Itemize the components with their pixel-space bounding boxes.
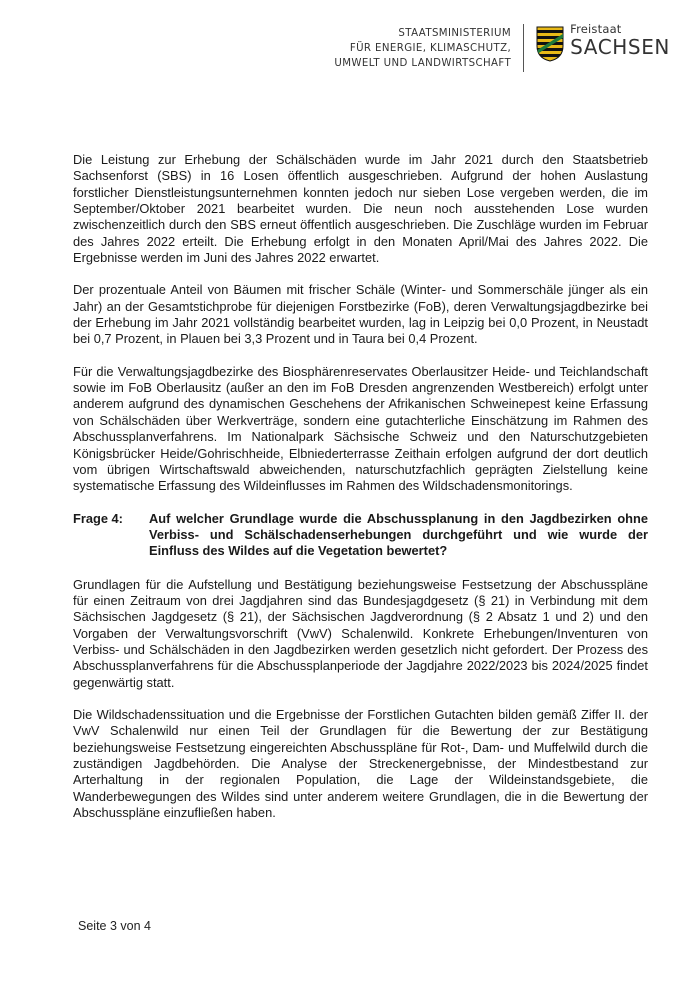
state-logo [536, 24, 670, 62]
state-label-big: SACHSEN [570, 34, 670, 59]
saxony-coat-of-arms-icon [536, 26, 564, 62]
ministry-line-1: STAATSMINISTERIUM [398, 28, 512, 39]
paragraph-bark-percentages: Der prozentuale Anteil von Bäumen mit frischer Schäle (Winter- und Sommerschäle jünger als ein Jahr) an der Gesamtstichprobe für diejenigen Forstbezirke (FoB), deren Verwaltungsjagdbezirke bei der Erhebung im Jahr 2021 vollständig bearbeitet wurden, lag in Leipzig bei 0,0 Prozent, in Neustadt bei 0,7 Prozent, in Plauen bei 3,3 Prozent und in Taura bei 0,4 Prozent. [73, 282, 648, 347]
ministry-name [334, 24, 511, 71]
ministry-line-2: FÜR ENERGIE, KLIMASCHUTZ, [349, 43, 512, 54]
header-divider [523, 24, 524, 72]
page-number: Seite 3 von 4 [78, 919, 151, 933]
question-4 [73, 511, 648, 560]
answer-paragraph-assessment: Die Wildschadenssituation und die Ergebnisse der Forstlichen Gutachten bilden gemäß Ziffer II. der VwV Schalenwild nur einen Teil der Grundlagen für die Bewertung der zur Bestätigung beziehungsweise Festsetzung eingereichten Abschusspläne für Rot-, Dam- und Muffelwild durch die zuständigen Jagdbehörden. Die Analyse der Streckenergebnisse, der Mindestbestand zur Arterhaltung in der regionalen Population, die Lage der Wildeinstandsgebiete, die Wanderbewegungen des Wildes sind unter anderem weitere Grundlagen, die in die Bewertung der Abschusspläne einzufließen haben. [73, 706, 648, 821]
document-body [73, 152, 648, 837]
question-label: Frage 4: [73, 510, 123, 526]
paragraph-biosphere-reserve: Für die Verwaltungsjagdbezirke des Biosphärenreservates Oberlausitzer Heide- und Teichlandschaft sowie im FoB Oberlausitz (außer an den im FoB Dresden angrenzenden Westbereich) erfolgt unter anderem aufgrund des dynamischen Geschehens der Afrikanischen Schweinepest keine Erfassung von Schälschäden über Werkverträge, sondern eine gutachterliche Einschätzung im Rahmen des Abschussplanverfahrens. Im Nationalpark Sächsische Schweiz und den Naturschutzgebieten Königsbrücker Heide/Gohrischheide, Elbniederterrasse Zeithain erfolgen aufgrund der dort deutlich vom übrigen Wirtschaftswald abweichenden, naturschutzfachlich geprägten Zielstellung keine systematische Erfassung des Wildeinflusses im Rahmen des Wildschadensmonitorings. [73, 363, 648, 494]
state-label-small: Freistaat [570, 22, 622, 36]
paragraph-survey-tender: Die Leistung zur Erhebung der Schälschäden wurde im Jahr 2021 durch den Staatsbetrieb Sachsenforst (SBS) in 16 Losen öffentlich ausgeschrieben. Aufgrund der hohen Auslastung forstlicher Dienstleistungsunternehmen konnten jedoch nur sieben Lose vergeben werden, die im September/Oktober 2021 bearbeitet wurden. Die neun noch ausstehenden Lose wurden zwischenzeitlich durch den SBS erneut öffentlich ausgeschrieben. Die Zuschläge wurden im Februar des Jahres 2022 erteilt. Die Erhebung erfolgt in den Monaten April/Mai des Jahres 2022. Die Ergebnisse werden im Juni des Jahres 2022 erwartet. [73, 152, 648, 266]
answer-paragraph-legal-basis: Grundlagen für die Aufstellung und Bestätigung beziehungsweise Festsetzung der Abschusspläne für einen Zeitraum von drei Jagdjahren sind das Bundesjagdgesetz (§ 21) in Verbindung mit dem Sächsischen Jagdgesetz (§ 21), der Sächsischen Jagdverordnung (§ 2 Absatz 1 und 2) und den Vorgaben der Verwaltungsvorschrift (VwV) Schalenwild. Konkrete Erhebungen/Inventuren von Verbiss- und Schälschäden in den Jagdbezirken werden gesetzlich nicht gefordert. Der Prozess des Abschussplanverfahrens für die Abschussplanperiode der Jagdjahre 2022/2023 bis 2024/2025 findet gegenwärtig statt. [73, 576, 648, 690]
question-text: Auf welcher Grundlage wurde die Abschussplanung in den Jagdbezirken ohne Verbiss- und Schälschadenserhebungen durchgeführt und wie wurde der Einfluss des Wildes auf die Vegetation bewertet? [149, 510, 648, 559]
letterhead [334, 24, 670, 72]
ministry-line-3: UMWELT UND LANDWIRTSCHAFT [334, 58, 512, 69]
